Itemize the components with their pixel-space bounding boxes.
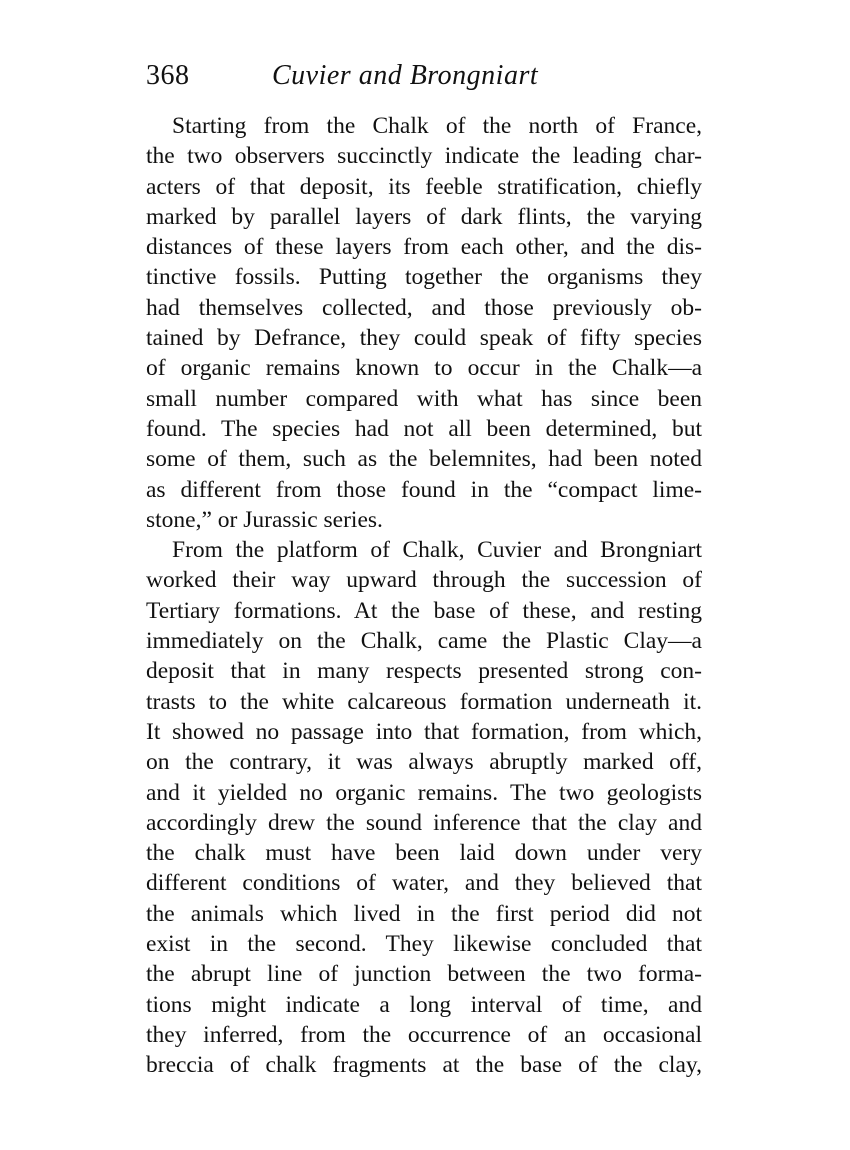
text-line: tinctive fossils. Putting together the organisms they bbox=[146, 264, 702, 291]
text-line: of organic remains known to occur in the Chalk—a bbox=[146, 355, 702, 382]
text-line: the abrupt line of junction between the two forma- bbox=[146, 961, 702, 988]
text-line: It showed no passage into that formation, from which, bbox=[146, 718, 702, 745]
text-line: acters of that deposit, its feeble stratification, chiefly bbox=[146, 173, 702, 200]
body-text bbox=[146, 111, 702, 1081]
text-line: had themselves collected, and those previously ob- bbox=[146, 294, 702, 321]
text-line: and it yielded no organic remains. The two geologists bbox=[146, 779, 702, 806]
text-line: the two observers succinctly indicate the leading char- bbox=[146, 143, 702, 170]
text-line: Tertiary formations. At the base of these, and resting bbox=[146, 597, 702, 624]
page-header bbox=[146, 56, 706, 100]
text-line: different conditions of water, and they believed that bbox=[146, 870, 702, 897]
text-line: some of them, such as the belemnites, had been noted bbox=[146, 446, 702, 473]
running-title: Cuvier and Brongniart bbox=[272, 60, 539, 91]
text-line: small number compared with what has since been bbox=[146, 385, 702, 412]
text-line: exist in the second. They likewise concluded that bbox=[146, 931, 702, 958]
text-line: tained by Defrance, they could speak of fifty species bbox=[146, 325, 702, 352]
text-line: tions might indicate a long interval of time, and bbox=[146, 991, 702, 1018]
text-line: they inferred, from the occurrence of an occasional bbox=[146, 1021, 702, 1048]
text-line: on the contrary, it was always abruptly marked off, bbox=[146, 749, 702, 776]
page-number: 368 bbox=[146, 60, 190, 91]
text-line: worked their way upward through the succession of bbox=[146, 567, 702, 594]
text-line: From the platform of Chalk, Cuvier and Brongniart bbox=[172, 537, 702, 564]
text-line: found. The species had not all been determined, but bbox=[146, 415, 702, 442]
text-line: the chalk must have been laid down under very bbox=[146, 840, 702, 867]
text-line: the animals which lived in the first period did not bbox=[146, 900, 702, 927]
text-line: immediately on the Chalk, came the Plastic Clay—a bbox=[146, 628, 702, 655]
text-line: as different from those found in the “compact lime- bbox=[146, 476, 702, 503]
text-line: distances of these layers from each other, and the dis- bbox=[146, 234, 702, 261]
text-line: stone,” or Jurassic series. bbox=[146, 506, 383, 533]
text-line: breccia of chalk fragments at the base of the clay, bbox=[146, 1052, 702, 1079]
text-line: marked by parallel layers of dark flints, the varying bbox=[146, 203, 702, 230]
text-line: deposit that in many respects presented strong con- bbox=[146, 658, 702, 685]
text-line: trasts to the white calcareous formation underneath it. bbox=[146, 688, 702, 715]
text-line: accordingly drew the sound inference that the clay and bbox=[146, 809, 702, 836]
text-line: Starting from the Chalk of the north of France, bbox=[172, 113, 702, 139]
